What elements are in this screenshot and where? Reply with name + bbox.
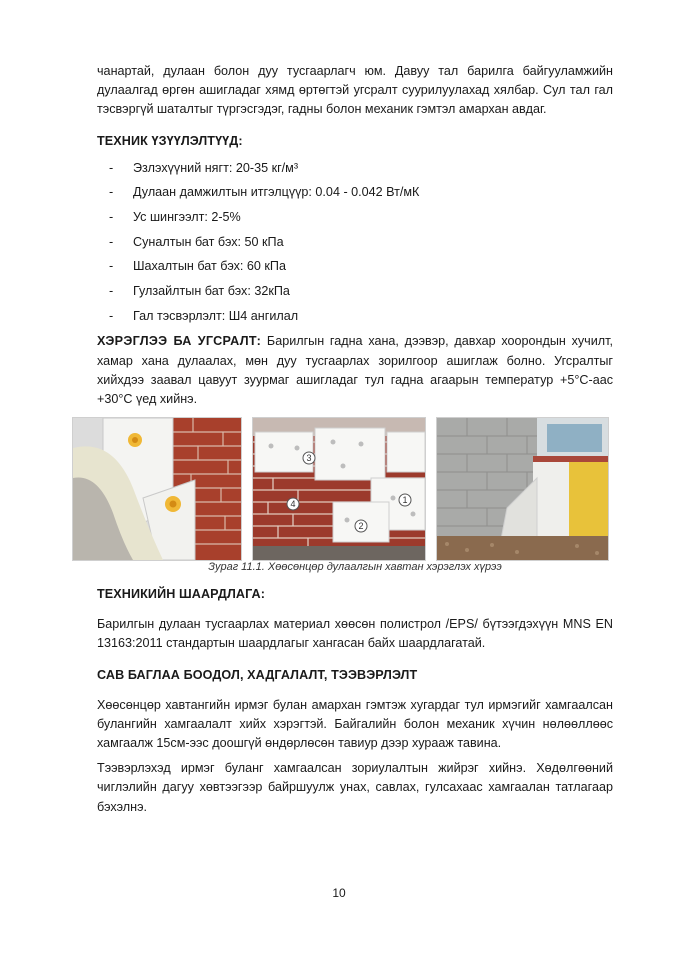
usage-paragraph xyxy=(97,332,613,409)
figure-image-layers xyxy=(72,417,242,561)
spec-text: Суналтын бат бэх: 50 кПа xyxy=(133,234,284,249)
spec-text: Эзлэхүүний нягт: 20-35 кг/м³ xyxy=(133,160,299,175)
tech-specs-heading: ТЕХНИК ҮЗҮҮЛЭЛТҮҮД: xyxy=(97,133,243,148)
spec-text: Гал тэсвэрлэлт: Ш4 ангилал xyxy=(133,308,299,323)
list-item: - Гулзайлтын бат бэх: 32кПа xyxy=(109,279,613,304)
tech-requirements-heading: ТЕХНИКИЙН ШААРДЛАГА: xyxy=(97,587,266,602)
figure-image-window xyxy=(436,417,609,561)
callout-label: 1 xyxy=(402,495,408,506)
usage-text: Барилгын гадна хана, дээвэр, давхар хоорондын хучилт, хамар хана дулаалах, мөн дуу тусгаарлах зорилгоор ашиглаж болно. Угсралтыг хийхдээ заавал цавуут зуурмаг ашигладаг тул гадна агаарын температур +5°C-аас +30°C үед хийнэ. xyxy=(97,334,613,407)
callout-label: 4 xyxy=(290,499,296,510)
list-item: - Шахалтын бат бэх: 60 кПа xyxy=(109,254,613,279)
spec-text: Дулаан дамжилтын итгэлцүүр: 0.04 - 0.042 Вт/мК xyxy=(133,185,420,200)
callout-label: 3 xyxy=(306,453,312,464)
spec-text: Гулзайлтын бат бэх: 32кПа xyxy=(133,284,290,299)
page-number: 10 xyxy=(332,886,346,900)
list-item: - Ус шингээлт: 2-5% xyxy=(109,205,613,230)
specs-list xyxy=(97,156,613,329)
list-item: - Гал тэсвэрлэлт: Ш4 ангилал xyxy=(109,304,613,329)
intro-paragraph: чанартай, дулаан болон дуу тусгаарлагч юм. Давуу тал барилга байгууламжийн дулаалгад өргөн ашигладаг хямд өртөгтэй угсралт суурилуулахад хялбар. Сул тал гал тэсвэргүй шаталтыг түргэсгэдэг, гадны болон механик гэмтэл амархан авдаг. xyxy=(97,64,613,117)
figure-caption: Зураг 11.1. Хөөсөнцөр дулаалгын хавтан хэрэглэх хүрээ xyxy=(208,561,502,574)
usage-heading: ХЭРЭГЛЭЭ БА УГСРАЛТ: xyxy=(97,334,262,349)
packaging-heading: САВ БАГЛАА БООДОЛ, ХАДГАЛАЛТ, ТЭЭВЭРЛЭЛТ xyxy=(97,667,418,682)
callout-label: 2 xyxy=(358,521,364,532)
spec-text: Шахалтын бат бэх: 60 кПа xyxy=(133,259,286,274)
packaging-paragraph-2: Тээвэрлэхэд ирмэг буланг хамгаалсан зориулалтын жийрэг хийнэ. Хөдөлгөөний чиглэлийн дагуу хөвтээгээр байршуулж унах, савлах, гулсахаас хамгаалан татлагаар бэхэлнэ. xyxy=(97,761,613,814)
document-page xyxy=(97,62,613,817)
list-item: - Суналтын бат бэх: 50 кПа xyxy=(109,230,613,255)
figure-image-numbered xyxy=(252,417,426,561)
packaging-paragraph-1: Хөөсөнцөр хавтангийн ирмэг булан амархан гэмтэж хугардаг тул ирмэгийг хамгаалсан булангийн хамгаалалт хийх хэрэгтэй. Байгалийн болон механик хүчин нөлөөллөөс хамгаалж 15см-ээс доошгүй өндөрлөсөн тавиур дээр хурааж тавина. xyxy=(97,697,613,751)
list-item: - Эзлэхүүний нягт: 20-35 кг/м³ xyxy=(109,156,613,181)
figure-row xyxy=(97,417,613,559)
requirements-paragraph: Барилгын дулаан тусгаарлах материал хөөсөн полистрол /EPS/ бүтээгдэхүүн MNS EN 13163:2011 стандартын шаардлагыг хангасан байх шаардлагатай. xyxy=(97,617,613,651)
spec-text: Ус шингээлт: 2-5% xyxy=(133,209,241,224)
list-item: - Дулаан дамжилтын итгэлцүүр: 0.04 - 0.042 Вт/мК xyxy=(109,180,613,205)
